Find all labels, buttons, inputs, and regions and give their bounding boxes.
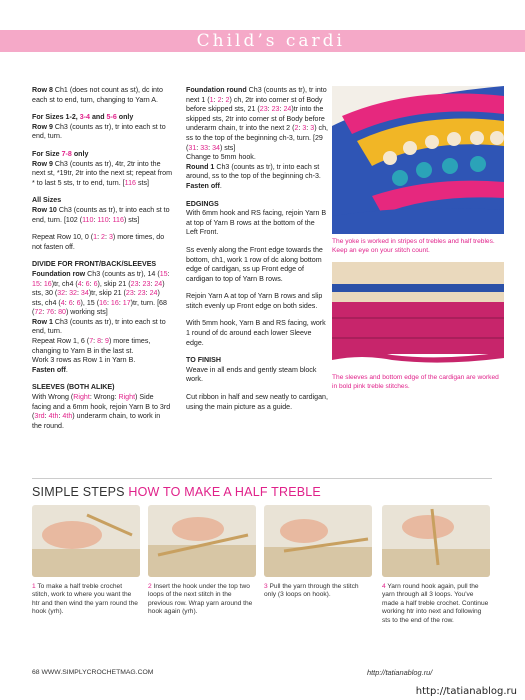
yoke-photo — [332, 86, 504, 234]
step-2-caption: 2 Insert the hook under the top two loops of the next stitch in the previous row. Wrap yarn around the hook again (yrh). — [148, 583, 253, 616]
pattern-column-2: Foundation round Ch3 (counts as tr), tr into next 1 (1: 2: 2) ch, 2tr into corner st of Body before skipped sts, 21 (23: 23: 24)tr into the skipped sts, 2tr into corner st of Body before underarm chain, tr into the next 2 (2: 3: 3) ch, ss to the top of the beginning ch-3, turn. [29 (31: 33: 34) sts] Change to 5mm hook. Round 1 Ch3 (counts as tr), tr into each st around, ss to the top of the beginning ch-3. Fasten off. EDGINGS With 6mm hook and RS facing, rejoin Yarn B at top of Yarn B rows at the bottom of the Left Front. Ss evenly along the Front edge towards the bottom, ch1, work 1 row of dc along bottom edge of cardigan, ss up Front edge of cardigan to top of Yarn B rows. Rejoin Yarn A at top of Yarn B rows and slip stitch evenly up Front edge on both sides. With 5mm hook, Yarn B and RS facing, work 1 round of dc around each lower Sleeve edge. TO FINISH Weave in all ends and gently steam block work. Cut ribbon in half and sew neatly to cardigan, using the main picture as a guide. — [186, 86, 328, 411]
page-footer: 68 WWW.SIMPLYCROCHETMAG.COM — [32, 669, 154, 676]
step-3-caption: 3 Pull the yarn through the stitch only (3 loops on hook). — [264, 583, 359, 599]
step-4-photo — [382, 505, 490, 577]
step-1-caption: 1 To make a half treble crochet stitch, work to where you want the htr and then wind the yarn round the hook (yrh). — [32, 583, 138, 616]
page-title: Child’s cardi — [196, 31, 345, 51]
step-1-photo — [32, 505, 140, 577]
yoke-caption: The yoke is worked in stripes of trebles and half trebles. Keep an eye on your stitch count. — [332, 238, 495, 254]
watermark-url: http://tatianablog.ru — [415, 686, 517, 697]
step-2-photo — [148, 505, 256, 577]
sleeve-photo — [332, 262, 504, 370]
pattern-column-1: Row 8 Ch1 (does not count as st), dc into each st to end, turn, changing to Yarn A. For Sizes 1-2, 3-4 and 5-6 only Row 9 Ch3 (counts as tr), tr into each st to end, turn. For Size 7-8 only Row 9 Ch3 (counts as tr), 4tr, 2tr into the next st, *19tr, 2tr into the next st; repeat from * to last 5 sts, tr to end, turn. [116 sts] All Sizes Row 10 Ch3 (counts as tr), tr into each st to end, turn. [102 (110: 110: 116) sts] Repeat Row 10, 0 (1: 2: 3) more times, do not fasten off. DIVIDE FOR FRONT/BACK/SLEEVES Foundation row Ch3 (counts as tr), 14 (15: 15: 16)tr, ch4 (4: 6: 6), skip 21 (23: 23: 24) sts, 30 (32: 32: 34)tr, skip 21 (23: 23: 24) sts, ch4 (4: 6: 6), 15 (16: 16: 17)tr, turn. [68 (72: 76: 80) working sts] Row 1 Ch3 (counts as tr), tr into each st to end, turn. Repeat Row 1, 6 (7: 8: 9) more times, changing to Yarn B in the last st. Work 3 rows as Row 1 in Yarn B. Fasten off. SLEEVES (BOTH ALIKE) With Wrong (Right: Wrong: Right) Side facing and a 6mm hook, rejoin Yarn B to 3rd (3rd: 4th: 4th) underarm chain, to work in the round. — [32, 86, 172, 430]
sleeve-caption: The sleeves and bottom edge of the cardigan are worked in bold pink treble stitches. — [332, 374, 499, 390]
footer-link[interactable]: http://tatianablog.ru/ — [367, 668, 433, 677]
steps-heading: SIMPLE STEPS HOW TO MAKE A HALF TREBLE — [32, 485, 321, 499]
divider — [32, 478, 492, 479]
step-4-caption: 4 Yarn round hook again, pull the yarn through all 3 loops. You've made a half treble crochet. Continue working htr into next and following sts to the end of the row. — [382, 583, 489, 624]
step-3-photo — [264, 505, 372, 577]
